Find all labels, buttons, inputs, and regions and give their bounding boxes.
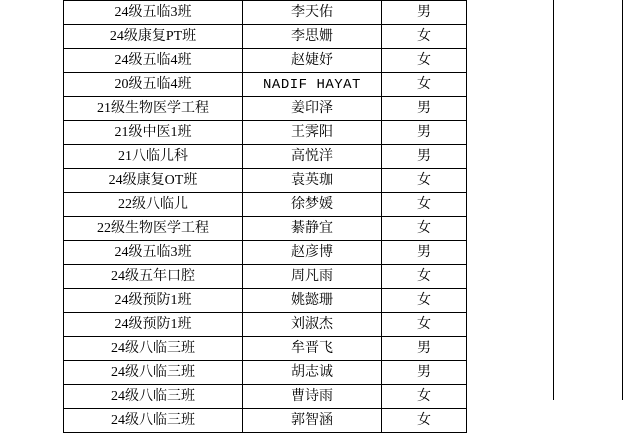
cell-name[interactable]: NADIF HAYAT [243,73,382,97]
table-row[interactable] [64,337,467,361]
roster-table-body [64,1,467,433]
table-row[interactable] [64,97,467,121]
cell-class[interactable]: 24级八临三班 [64,361,243,385]
table-row[interactable] [64,241,467,265]
cell-name[interactable]: 周凡雨 [243,265,382,289]
cell-sex[interactable]: 女 [382,409,467,433]
cell-class[interactable]: 24级八临三班 [64,409,243,433]
roster-table [63,0,467,433]
cell-sex[interactable]: 男 [382,145,467,169]
cell-sex[interactable]: 女 [382,313,467,337]
table-row[interactable] [64,289,467,313]
cell-sex[interactable]: 女 [382,289,467,313]
cell-name[interactable]: 曹诗雨 [243,385,382,409]
table-row[interactable] [64,1,467,25]
cell-name[interactable]: 李天佑 [243,1,382,25]
cell-class[interactable]: 24级八临三班 [64,337,243,361]
cell-name[interactable]: 刘淑杰 [243,313,382,337]
column-divider-right [553,0,554,400]
cell-sex[interactable]: 女 [382,193,467,217]
cell-class[interactable]: 24级康复PT班 [64,25,243,49]
cell-name[interactable]: 姚懿珊 [243,289,382,313]
cell-sex[interactable]: 女 [382,73,467,97]
cell-sex[interactable]: 男 [382,97,467,121]
table-row[interactable] [64,409,467,433]
table-row[interactable] [64,313,467,337]
cell-name[interactable]: 李思姗 [243,25,382,49]
cell-name[interactable]: 徐梦媛 [243,193,382,217]
cell-sex[interactable]: 女 [382,265,467,289]
cell-class[interactable]: 24级预防1班 [64,289,243,313]
table-row[interactable] [64,145,467,169]
cell-sex[interactable]: 女 [382,169,467,193]
cell-name[interactable]: 胡志诚 [243,361,382,385]
table-row[interactable] [64,121,467,145]
table-row[interactable] [64,217,467,241]
cell-name[interactable]: 綦静宜 [243,217,382,241]
cell-name[interactable]: 姜印泽 [243,97,382,121]
cell-sex[interactable]: 女 [382,385,467,409]
cell-class[interactable]: 22级生物医学工程 [64,217,243,241]
cell-class[interactable]: 21级生物医学工程 [64,97,243,121]
table-row[interactable] [64,385,467,409]
cell-class[interactable]: 24级五临3班 [64,1,243,25]
cell-name[interactable]: 牟晋飞 [243,337,382,361]
cell-class[interactable]: 24级八临三班 [64,385,243,409]
cell-name[interactable]: 高悦洋 [243,145,382,169]
cell-sex[interactable]: 男 [382,361,467,385]
cell-name[interactable]: 袁英珈 [243,169,382,193]
cell-class[interactable]: 24级预防1班 [64,313,243,337]
cell-sex[interactable]: 女 [382,49,467,73]
table-row[interactable] [64,73,467,97]
table-row[interactable] [64,265,467,289]
cell-sex[interactable]: 男 [382,121,467,145]
cell-sex[interactable]: 男 [382,337,467,361]
cell-class[interactable]: 24级康复OT班 [64,169,243,193]
cell-sex[interactable]: 女 [382,25,467,49]
cell-class[interactable]: 24级五临3班 [64,241,243,265]
cell-class[interactable]: 21级中医1班 [64,121,243,145]
table-row[interactable] [64,193,467,217]
cell-class[interactable]: 22级八临儿 [64,193,243,217]
cell-name[interactable]: 郭智涵 [243,409,382,433]
cell-sex[interactable]: 男 [382,1,467,25]
table-row[interactable] [64,169,467,193]
cell-sex[interactable]: 女 [382,217,467,241]
cell-sex[interactable]: 男 [382,241,467,265]
cell-name[interactable]: 王霁阳 [243,121,382,145]
cell-class[interactable]: 20级五临4班 [64,73,243,97]
cell-name[interactable]: 赵彦博 [243,241,382,265]
cell-class[interactable]: 21八临儿科 [64,145,243,169]
cell-class[interactable]: 24级五临4班 [64,49,243,73]
table-row[interactable] [64,361,467,385]
table-row[interactable] [64,25,467,49]
table-row[interactable] [64,49,467,73]
cell-name[interactable]: 赵婕妤 [243,49,382,73]
cell-class[interactable]: 24级五年口腔 [64,265,243,289]
